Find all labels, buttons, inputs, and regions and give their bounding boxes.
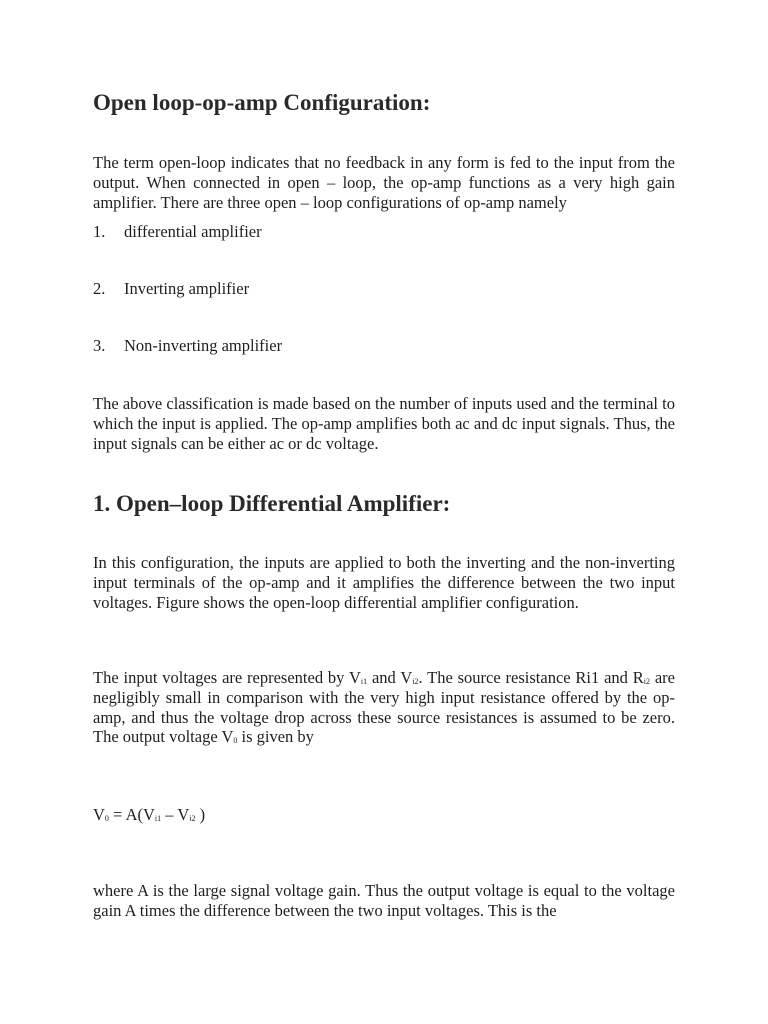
voltage-gain-paragraph: where A is the large signal voltage gain. Thus the output voltage is equal to the voltage gain A times the difference between the two input voltages. This is the <box>93 881 675 920</box>
list-item-text: Inverting amplifier <box>124 279 250 298</box>
list-item-number: 3. <box>93 336 106 355</box>
input-voltages-paragraph: The input voltages are represented by $V_{i1}$ and $V_{i2}$. The source resistance Ri1 and $R_{i2}$ are negligibly small in comparison with the very high input resistance offered by the op-amp, and thus the voltage drop across these source resistances is assumed to be zero. The output voltage $V_0$ is given by <box>93 668 675 747</box>
configuration-paragraph: In this configuration, the inputs are applied to both the inverting and the non-inverting input terminals of the op-amp and it amplifies the difference between the two input voltages. Figure shows the open-loop differential amplifier configuration. <box>93 553 675 612</box>
list-item <box>93 279 249 299</box>
list-item <box>93 336 282 356</box>
intro-paragraph: The term open-loop indicates that no feedback in any form is fed to the input from the output. When connected in open – loop, the op-amp functions as a very high gain amplifier. There are three open – loop configurations of op-amp namely <box>93 153 675 212</box>
list-item <box>93 222 262 242</box>
list-item-number: 1. <box>93 222 106 241</box>
page-title: Open loop-op-amp Configuration: <box>93 90 431 115</box>
list-item-text: differential amplifier <box>124 222 262 241</box>
classification-paragraph: The above classification is made based on the number of inputs used and the terminal to which the input is applied. The op-amp amplifies both ac and dc input signals. Thus, the input signals can be either ac or dc voltage. <box>93 394 675 453</box>
list-item-text: Non-inverting amplifier <box>124 336 283 355</box>
section-heading: 1. Open–loop Differential Amplifier: <box>93 491 451 516</box>
output-voltage-equation: $V_0 = A(V_{i1} - V_{i2}$ ) <box>93 805 206 824</box>
list-item-number: 2. <box>93 279 106 298</box>
